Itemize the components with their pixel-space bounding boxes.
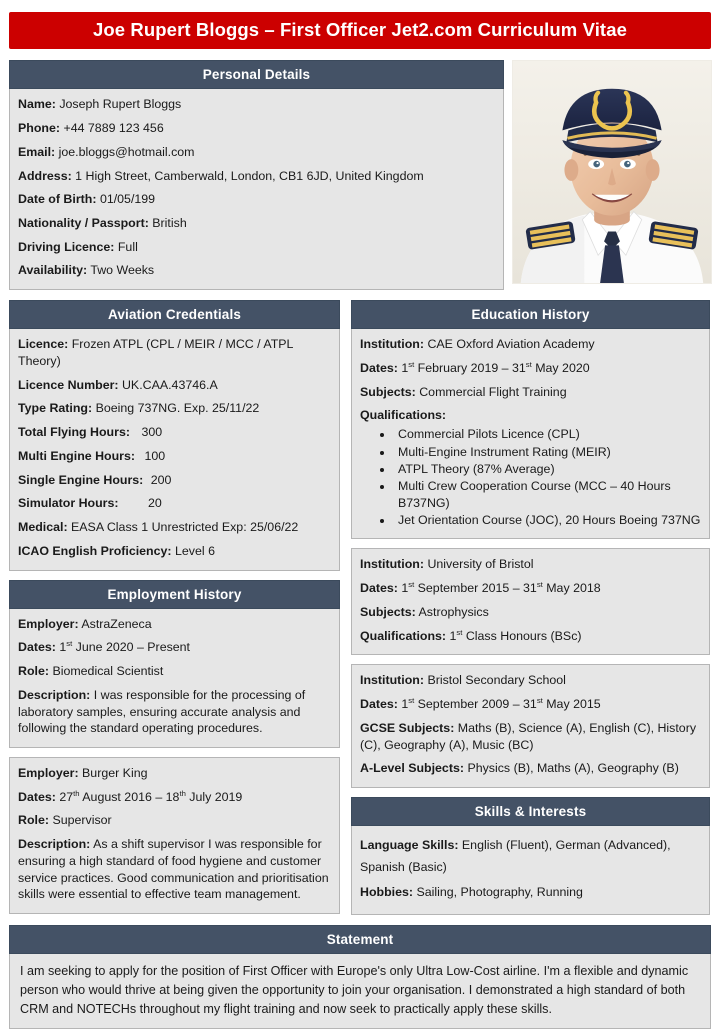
field-label: Subjects: — [360, 384, 416, 399]
dates-start: 1 — [401, 581, 409, 596]
employment-history-heading: Employment History — [9, 580, 340, 609]
education-entry-university-of-bristol — [351, 548, 710, 655]
field-label: Nationality / Passport: — [18, 216, 149, 231]
ordinal-suffix: st — [408, 695, 415, 705]
field-value: Full — [117, 239, 138, 254]
employment-row-description — [18, 836, 331, 903]
field-label: Phone: — [18, 121, 60, 136]
personal-row-dob — [18, 191, 495, 208]
field-value: +44 7889 123 456 — [63, 121, 164, 136]
field-label: Institution: — [360, 557, 424, 572]
field-value: Supervisor — [52, 813, 112, 828]
personal-details-heading: Personal Details — [9, 60, 504, 89]
photo-column — [512, 60, 712, 284]
education-entry-cae-oxford — [351, 329, 710, 539]
dates-middle: September 2009 – 31 — [414, 697, 537, 712]
field-label: Employer: — [18, 765, 79, 780]
field-label: Multi Engine Hours: — [18, 448, 136, 463]
dates-end: May 2020 — [531, 360, 590, 375]
field-label: A-Level Subjects: — [360, 761, 464, 776]
aviation-row-medical — [18, 519, 331, 536]
list-item: • Jet Orientation Course (JOC), 20 Hours Boeing 737NG — [394, 512, 701, 528]
field-label: Dates: — [360, 581, 398, 596]
ordinal-suffix: st — [66, 639, 73, 649]
aviation-row-single-engine-hours — [18, 472, 331, 489]
field-value: Biomedical Scientist — [52, 664, 164, 679]
field-label: Availability: — [18, 263, 88, 278]
employment-row-dates — [18, 639, 331, 656]
ordinal-suffix-2: st — [525, 359, 532, 369]
field-label: Institution: — [360, 673, 424, 688]
personal-details-panel — [9, 89, 504, 290]
field-label: Simulator Hours: — [18, 496, 119, 511]
dates-middle: September 2015 – 31 — [414, 581, 537, 596]
field-label: Name: — [18, 97, 56, 112]
field-value: As a shift supervisor I was responsible for ensuring a high standard of food hygiene and customer service practices. Good communication and prioritisation skills were essential to effective team management. — [18, 837, 329, 902]
dates-number: 27 — [59, 789, 74, 804]
field-label: Dates: — [360, 360, 398, 375]
personal-row-nationality — [18, 215, 495, 232]
dates-middle: August 2016 – 18 — [79, 789, 180, 804]
employment-history-section — [9, 580, 340, 915]
field-value: Burger King — [82, 765, 148, 780]
field-label: Role: — [18, 813, 49, 828]
statement-text: I am seeking to apply for the position of First Officer with Europe's only Ultra Low-Cost airline. I'm a flexible and dynamic person who would thrive at being given the opportunity to join your organisation. I demonstrated a high standard of both CRM and NOTECHs throughout my flight training and now seek to practically apply these skills. — [9, 954, 711, 1029]
ordinal-suffix-2: st — [536, 580, 543, 590]
employment-row-employer — [18, 765, 331, 782]
pilot-portrait-icon — [513, 61, 711, 283]
field-value: EASA Class 1 Unrestricted Exp: 25/06/22 — [71, 520, 299, 535]
employment-row-dates — [18, 789, 331, 806]
personal-details-section — [9, 60, 504, 290]
aviation-credentials-section — [9, 300, 340, 570]
field-value: Boeing 737NG. Exp. 25/11/22 — [95, 401, 260, 416]
field-label: Type Rating: — [18, 401, 93, 416]
field-value: University of Bristol — [427, 557, 534, 572]
field-value: 200 — [150, 472, 172, 487]
field-label: ICAO English Proficiency: — [18, 543, 172, 558]
aviation-row-total-flying-hours — [18, 424, 331, 441]
aviation-row-licence — [18, 336, 331, 369]
field-value: Bristol Secondary School — [427, 673, 566, 688]
field-value: UK.CAA.43746.A — [121, 377, 218, 392]
statement-section — [9, 925, 711, 1029]
statement-heading: Statement — [9, 925, 711, 954]
field-value: Maths (B), Science (A), English (C), History (C), Geography (A), Music (BC) — [360, 720, 697, 752]
field-value: Joseph Rupert Bloggs — [59, 97, 182, 112]
field-label: Dates: — [18, 640, 56, 655]
field-label: Total Flying Hours: — [18, 425, 130, 440]
field-label: Licence Number: — [18, 377, 119, 392]
education-row-gcse-subjects — [360, 720, 701, 753]
education-row-institution — [360, 336, 701, 353]
education-row-alevel-subjects — [360, 760, 701, 777]
field-value: Physics (B), Maths (A), Geography (B) — [467, 761, 679, 776]
employment-entry-astrazeneca — [9, 609, 340, 748]
skills-interests-heading: Skills & Interests — [351, 797, 710, 826]
ordinal-suffix: st — [408, 359, 415, 369]
education-history-section — [351, 300, 710, 788]
personal-row-email — [18, 144, 495, 161]
skills-interests-panel — [351, 826, 710, 915]
list-item: • ATPL Theory (87% Average) — [394, 461, 701, 477]
field-value: Level 6 — [175, 543, 215, 558]
qualifications-list — [360, 426, 701, 528]
education-row-dates — [360, 360, 701, 377]
dates-start: 1 — [401, 697, 409, 712]
dates-start: 1 — [401, 360, 409, 375]
field-value: Astrophysics — [418, 604, 489, 619]
ordinal-suffix-2: th — [179, 788, 186, 798]
education-row-dates — [360, 696, 701, 713]
field-value: British — [152, 216, 187, 231]
ordinal-suffix: st — [408, 580, 415, 590]
field-label: Employer: — [18, 616, 79, 631]
field-label: GCSE Subjects: — [360, 720, 455, 735]
personal-row-name — [18, 96, 495, 113]
qualification-number: 1 — [449, 628, 457, 643]
field-label: Medical: — [18, 520, 68, 535]
skills-interests-section — [351, 797, 710, 915]
education-row-institution — [360, 672, 701, 689]
ordinal-suffix: st — [456, 627, 463, 637]
dates-number: 1 — [59, 640, 67, 655]
field-value: Frozen ATPL (CPL / MEIR / MCC / ATPL Theory) — [18, 337, 293, 368]
list-item: • Multi Crew Cooperation Course (MCC – 40 Hours B737NG) — [394, 478, 701, 511]
field-label: Language Skills: — [360, 838, 459, 853]
education-history-heading: Education History — [351, 300, 710, 329]
dates-end: May 2015 — [542, 697, 601, 712]
right-column — [351, 300, 710, 915]
field-value: 1 High Street, Camberwald, London, CB1 6JD, United Kingdom — [75, 168, 424, 183]
qualification-rest: Class Honours (BSc) — [462, 628, 582, 643]
field-label: Qualifications: — [360, 408, 447, 423]
field-value: Two Weeks — [90, 263, 155, 278]
field-label: Subjects: — [360, 604, 416, 619]
aviation-row-licence-number — [18, 377, 331, 394]
field-value: I was responsible for the processing of laboratory samples, ensuring accurate analysis and following the standard operating procedures. — [18, 687, 306, 736]
personal-row-address — [18, 168, 495, 185]
field-value: Sailing, Photography, Running — [416, 885, 583, 900]
field-value: 01/05/199 — [99, 192, 156, 207]
aviation-row-type-rating — [18, 400, 331, 417]
aviation-row-simulator-hours — [18, 495, 331, 512]
field-label: Driving Licence: — [18, 239, 115, 254]
education-row-qualifications — [360, 628, 701, 645]
employment-row-employer — [18, 616, 331, 633]
ordinal-suffix-2: st — [536, 695, 543, 705]
field-label: Role: — [18, 664, 49, 679]
field-value: 100 — [144, 448, 166, 463]
field-value: Commercial Flight Training — [419, 384, 567, 399]
main-columns — [9, 300, 711, 915]
field-value: 20 — [147, 496, 162, 511]
applicant-photo — [512, 60, 712, 284]
field-label: Qualifications: — [360, 628, 447, 643]
field-label: Description: — [18, 837, 91, 852]
field-label: Hobbies: — [360, 885, 414, 900]
list-item: • Multi-Engine Instrument Rating (MEIR) — [394, 444, 701, 460]
top-area — [9, 60, 711, 290]
skills-row-hobbies — [360, 884, 701, 901]
education-entry-bristol-secondary-school — [351, 664, 710, 788]
employment-row-role — [18, 663, 331, 680]
aviation-row-icao-english — [18, 543, 331, 560]
field-value: English (Fluent), German (Advanced), Spanish (Basic) — [360, 838, 671, 874]
education-row-subjects — [360, 604, 701, 621]
field-label: Description: — [18, 687, 91, 702]
aviation-credentials-panel — [9, 329, 340, 570]
field-value: 300 — [141, 425, 163, 440]
field-label: Date of Birth: — [18, 192, 97, 207]
list-item: • Commercial Pilots Licence (CPL) — [394, 426, 701, 442]
field-label: Institution: — [360, 337, 424, 352]
education-row-qualifications-label — [360, 407, 701, 424]
field-value: AstraZeneca — [81, 616, 152, 631]
field-value: CAE Oxford Aviation Academy — [427, 337, 595, 352]
ordinal-suffix: th — [73, 788, 80, 798]
employment-row-description — [18, 687, 331, 737]
field-label: Email: — [18, 144, 56, 159]
education-row-institution — [360, 556, 701, 573]
skills-row-language — [360, 835, 701, 878]
personal-row-driving-licence — [18, 239, 495, 256]
employment-entry-burger-king — [9, 757, 340, 914]
left-column — [9, 300, 340, 914]
dates-rest: July 2019 — [185, 789, 243, 804]
cv-title-banner: Joe Rupert Bloggs – First Officer Jet2.com Curriculum Vitae — [9, 12, 711, 49]
education-row-subjects — [360, 384, 701, 401]
field-label: Dates: — [360, 697, 398, 712]
field-label: Dates: — [18, 789, 56, 804]
dates-end: May 2018 — [542, 581, 601, 596]
employment-row-role — [18, 812, 331, 829]
aviation-row-multi-engine-hours — [18, 448, 331, 465]
personal-row-availability — [18, 262, 495, 279]
field-label: Single Engine Hours: — [18, 472, 144, 487]
dates-rest: June 2020 – Present — [72, 640, 190, 655]
dates-middle: February 2019 – 31 — [414, 360, 526, 375]
field-label: Address: — [18, 168, 72, 183]
aviation-credentials-heading: Aviation Credentials — [9, 300, 340, 329]
personal-row-phone — [18, 120, 495, 137]
education-row-dates — [360, 580, 701, 597]
field-value: joe.bloggs@hotmail.com — [58, 144, 195, 159]
field-label: Licence: — [18, 337, 69, 352]
